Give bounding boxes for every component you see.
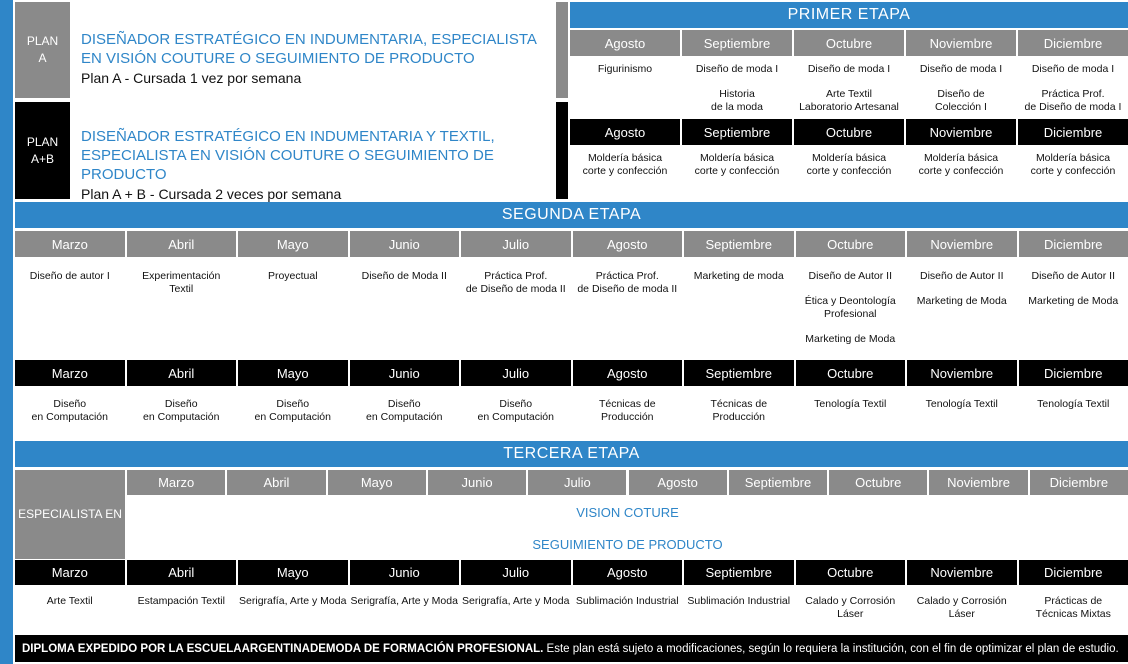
month-header-junio: Junio [350, 560, 460, 585]
course-name: Diseño en Computación [366, 398, 443, 423]
course-cell [127, 398, 237, 436]
course-cell [15, 270, 125, 295]
course-cell [570, 152, 680, 190]
course-cell [1018, 63, 1128, 126]
month-header-noviembre: Noviembre [907, 360, 1017, 386]
course-name: Figurinismo [597, 63, 653, 75]
month-header-septiembre: Septiembre [684, 231, 794, 257]
course-cell [684, 398, 794, 436]
course-cell [796, 595, 906, 633]
month-header-junio: Junio [350, 360, 460, 386]
course-name: Diseño de Autor II [920, 270, 1004, 282]
month-header-agosto: Agosto [629, 470, 727, 495]
course-cell [15, 398, 125, 436]
course-name: Diseño de moda I [695, 63, 779, 75]
especialista-label-text: ESPECIALISTA EN [18, 507, 122, 521]
course-name: Arte Textil Laboratorio Artesanal [799, 88, 899, 113]
footer-note-text: Este plan está sujeto a modificaciones, según lo requiera la institución, con el fin de optimizar el plan de estudio. [543, 642, 1119, 655]
month-header-abril: Abril [127, 360, 237, 386]
course-cell [796, 398, 906, 423]
month-header-abril: Abril [127, 560, 237, 585]
course-cell [350, 270, 460, 295]
month-header-agosto: Agosto [570, 119, 680, 145]
course-name: Diseño de autor I [29, 270, 110, 282]
month-header-marzo: Marzo [15, 560, 125, 585]
month-header-junio: Junio [350, 231, 460, 257]
month-header-agosto: Agosto [573, 360, 683, 386]
course-name: Serigrafía, Arte y Moda [462, 595, 570, 607]
plan-ab-description [81, 127, 556, 204]
course-name: Marketing de Moda [916, 295, 1007, 307]
course-cell [1018, 152, 1128, 190]
course-name: Diseño en Computación [477, 398, 554, 423]
course-cell [15, 595, 125, 620]
course-cell [794, 63, 904, 126]
plan-ab-label [15, 102, 70, 199]
course-name: Diseño de Moda II [361, 270, 447, 282]
course-name: Moldería básica corte y confección [1030, 152, 1116, 177]
course-name: Prácticas de Técnicas Mixtas [1035, 595, 1111, 620]
month-header-octubre: Octubre [796, 360, 906, 386]
month-header-octubre: Octubre [796, 560, 906, 585]
course-name: Diseño en Computación [31, 398, 108, 423]
course-name: Diseño de Autor II [1031, 270, 1115, 282]
course-cell [906, 152, 1016, 190]
segunda-etapa-title-text: SEGUNDA ETAPA [501, 206, 642, 223]
course-name: Calado y Corrosión Láser [916, 595, 1007, 620]
month-header-agosto: Agosto [573, 231, 683, 257]
course-name: Estampación Textil [137, 595, 225, 607]
course-cell [684, 270, 794, 295]
course-cell [907, 398, 1017, 423]
course-name: Tenología Textil [925, 398, 998, 410]
plan-ab-label-text: PLAN A+B [26, 134, 59, 166]
course-cell [127, 270, 237, 308]
course-cell [794, 152, 904, 190]
especialista-label [15, 470, 125, 559]
month-header-diciembre: Diciembre [1018, 30, 1128, 56]
course-name: Moldería básica corte y confección [582, 152, 668, 177]
course-cell [1019, 398, 1128, 423]
course-name: Moldería básica corte y confección [694, 152, 780, 177]
course-name: Marketing de Moda [1028, 295, 1119, 307]
course-cell [682, 152, 792, 190]
course-name: Sublimación Industrial [575, 595, 679, 607]
plan-a-label-text: PLAN A [26, 34, 59, 65]
course-name: Experimentación Textil [142, 270, 221, 295]
course-cell [461, 398, 571, 436]
course-name: Técnicas de Producción [710, 398, 768, 423]
specialty-seguimiento-producto: SEGUIMIENTO DE PRODUCTO [532, 537, 723, 552]
month-header-mayo: Mayo [328, 470, 426, 495]
month-header-octubre: Octubre [796, 231, 906, 257]
plan-a-description [81, 30, 551, 88]
course-name: Diseño de Colección I [935, 88, 987, 113]
month-header-noviembre: Noviembre [907, 560, 1017, 585]
course-name: Ética y Deontología Profesional [804, 295, 896, 320]
plan-ab-title-line2: ESPECIALISTA EN VISIÓN COUTURE O SEGUIMIENTO DE PRODUCTO [81, 147, 494, 183]
month-header-octubre: Octubre [829, 470, 927, 495]
course-cell [1019, 270, 1128, 320]
month-header-agosto: Agosto [573, 560, 683, 585]
course-name: Técnicas de Producción [598, 398, 656, 423]
month-header-septiembre: Septiembre [684, 360, 794, 386]
course-cell [350, 398, 460, 436]
primer-etapa-title-text: PRIMER ETAPA [787, 6, 911, 23]
month-header-mayo: Mayo [238, 231, 348, 257]
month-header-septiembre: Septiembre [682, 119, 792, 145]
course-name: Diseño de moda I [1031, 63, 1115, 75]
month-header-diciembre: Diciembre [1019, 560, 1128, 585]
course-name: Práctica Prof. de Diseño de moda II [577, 270, 678, 295]
course-cell [684, 595, 794, 620]
plan-a-label [15, 2, 70, 98]
month-header-septiembre: Septiembre [684, 560, 794, 585]
month-header-noviembre: Noviembre [929, 470, 1027, 495]
month-header-septiembre: Septiembre [729, 470, 827, 495]
course-name: Diseño de moda I [807, 63, 891, 75]
plan-ab-subtitle: Plan A + B - Cursada 2 veces por semana [81, 186, 342, 202]
month-header-diciembre: Diciembre [1019, 360, 1128, 386]
course-cell [573, 595, 683, 620]
course-cell [573, 270, 683, 308]
divider-black [556, 102, 568, 199]
month-header-marzo: Marzo [15, 360, 125, 386]
course-cell [238, 270, 348, 295]
course-name: Serigrafía, Arte y Moda [350, 595, 458, 607]
course-cell [682, 63, 792, 126]
course-cell [127, 595, 237, 620]
month-header-noviembre: Noviembre [906, 30, 1016, 56]
month-header-agosto: Agosto [570, 30, 680, 56]
month-header-septiembre: Septiembre [682, 30, 792, 56]
course-name: Calado y Corrosión Láser [805, 595, 896, 620]
course-name: Serigrafía, Arte y Moda [239, 595, 347, 607]
course-cell [570, 63, 680, 88]
divider-gray [556, 2, 568, 98]
month-header-marzo: Marzo [15, 231, 125, 257]
course-cell [573, 398, 683, 436]
course-cell [461, 595, 571, 620]
month-header-noviembre: Noviembre [906, 119, 1016, 145]
month-header-diciembre: Diciembre [1019, 231, 1128, 257]
segunda-etapa-title [15, 202, 1128, 228]
course-name: Sublimación Industrial [687, 595, 791, 607]
month-header-junio: Junio [428, 470, 526, 495]
month-header-mayo: Mayo [238, 560, 348, 585]
plan-a-title-line1: DISEÑADOR ESTRATÉGICO EN INDUMENTARIA, ESPECIALISTA [81, 31, 537, 48]
month-header-julio: Julio [461, 560, 571, 585]
course-cell [1019, 595, 1128, 633]
course-name: Arte Textil [46, 595, 93, 607]
course-name: Tenología Textil [1037, 398, 1110, 410]
month-header-abril: Abril [127, 231, 237, 257]
month-header-julio: Julio [461, 360, 571, 386]
month-header-julio: Julio [461, 231, 571, 257]
course-cell [907, 595, 1017, 633]
course-cell [907, 270, 1017, 320]
footer-bar [15, 635, 1128, 662]
tercera-etapa-title [15, 441, 1128, 467]
primer-etapa-title [570, 2, 1128, 28]
plan-a-title-line2: EN VISIÓN COUTURE O SEGUIMIENTO DE PRODUCTO [81, 50, 475, 67]
month-header-julio: Julio [528, 470, 626, 495]
course-name: Práctica Prof. de Diseño de moda I [1024, 88, 1122, 113]
course-cell [796, 270, 906, 358]
month-header-diciembre: Diciembre [1030, 470, 1128, 495]
specialty-vision-couture: VISION COTURE [576, 505, 679, 520]
month-header-diciembre: Diciembre [1018, 119, 1128, 145]
month-header-octubre: Octubre [794, 119, 904, 145]
course-name: Moldería básica corte y confección [806, 152, 892, 177]
course-cell [238, 398, 348, 436]
month-header-noviembre: Noviembre [907, 231, 1017, 257]
month-header-mayo: Mayo [238, 360, 348, 386]
course-name: Historia de la moda [711, 88, 763, 113]
course-name: Diseño de moda I [919, 63, 1003, 75]
footer-diploma-text: DIPLOMA EXPEDIDO POR LA ESCUELAARGENTINADEMODA DE FORMACIÓN PROFESIONAL. [22, 642, 544, 655]
month-header-marzo: Marzo [127, 470, 225, 495]
course-cell [461, 270, 571, 308]
course-name: Moldería básica corte y confección [918, 152, 1004, 177]
course-name: Proyectual [267, 270, 318, 282]
month-header-octubre: Octubre [794, 30, 904, 56]
course-name: Marketing de moda [693, 270, 784, 282]
plan-ab-title-line1: DISEÑADOR ESTRATÉGICO EN INDUMENTARIA Y TEXTIL, [81, 128, 495, 145]
month-header-abril: Abril [227, 470, 325, 495]
course-name: Marketing de Moda [805, 333, 896, 345]
left-accent-bar [0, 0, 13, 664]
course-name: Diseño en Computación [254, 398, 331, 423]
course-cell [906, 63, 1016, 126]
course-name: Diseño en Computación [143, 398, 220, 423]
plan-a-subtitle: Plan A - Cursada 1 vez por semana [81, 70, 302, 86]
course-cell [238, 595, 348, 620]
course-cell [350, 595, 460, 620]
course-name: Tenología Textil [814, 398, 887, 410]
tercera-etapa-title-text: TERCERA ETAPA [503, 445, 640, 462]
course-name: Práctica Prof. de Diseño de moda II [465, 270, 566, 295]
course-name: Diseño de Autor II [808, 270, 892, 282]
